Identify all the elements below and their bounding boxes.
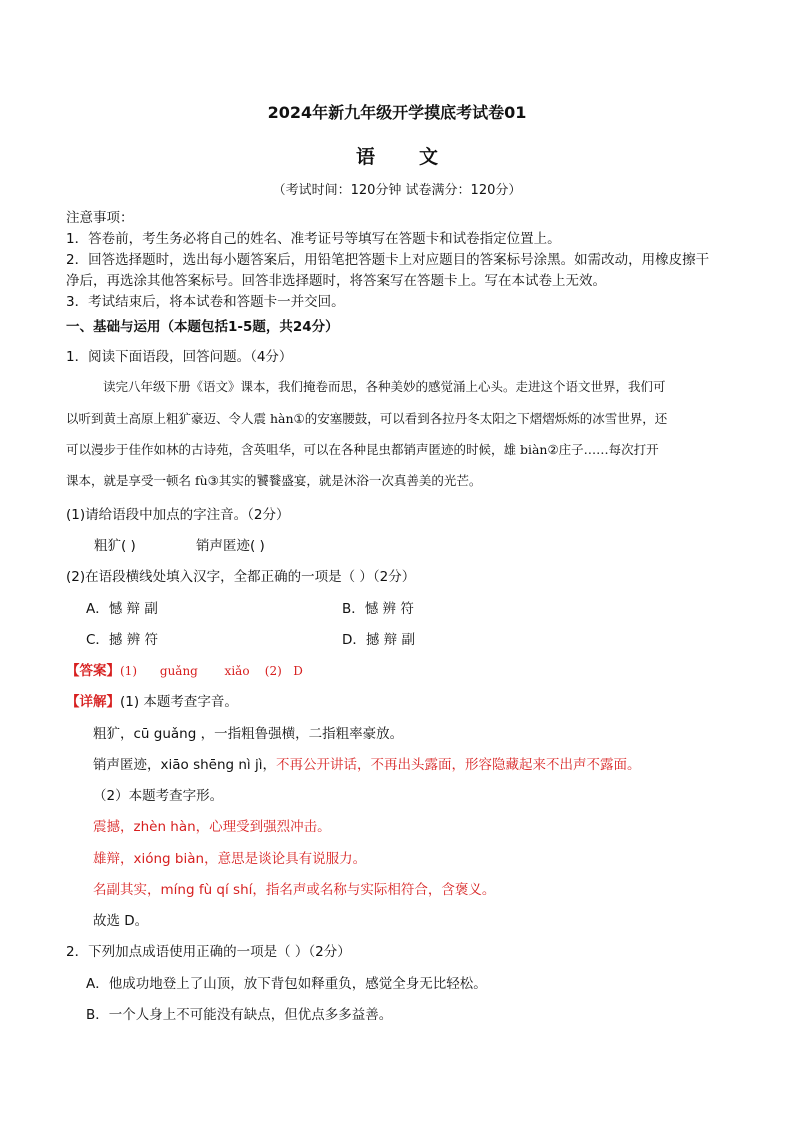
pinyin-blank: 销声匿迹( ) (196, 538, 265, 554)
sub-question-2: (2)在语段横线处填入汉字，全都正确的一项是（ ）（2分） (66, 569, 416, 585)
answer-text: (1) guǎng xiǎo (2) D (120, 664, 303, 678)
pinyin-blank: 粗犷( ) (94, 538, 136, 554)
notes-heading: 注意事项： (66, 210, 134, 226)
detail-text: （2）本题考查字形。 (93, 788, 224, 804)
answer-line (66, 659, 303, 679)
detail-line (66, 690, 238, 710)
passage-line: 课本，就是享受一顿名 fù③其实的饕餮盛宴，就是沐浴一次真善美的光芒。 (66, 473, 482, 488)
note-item: 3．考试结束后，将本试卷和答题卡一并交回。 (66, 294, 345, 310)
subject-heading (0, 142, 794, 169)
option-d: D．撼 辩 副 (342, 632, 415, 648)
detail-text: 粗犷，cū guǎng ，一指粗鲁强横，二指粗率豪放。 (93, 726, 404, 742)
question-1-stem: 1．阅读下面语段，回答问题。（4分） (66, 349, 293, 365)
note-item: 净后，再选涂其他答案标号。回答非选择题时，将答案写在答题卡上。写在本试卷上无效。 (66, 273, 606, 289)
detail-line (93, 753, 640, 773)
detail-text-red: 震撼，zhèn hàn，心理受到强烈冲击。 (93, 819, 331, 835)
detail-text: (1) 本题考查字音。 (120, 694, 238, 710)
detail-text-red: 名副其实，míng fù qí shí，指名声或名称与实际相符合，含褒义。 (93, 882, 496, 898)
option-a: A．憾 辩 副 (86, 601, 158, 617)
detail-text: 故选 D。 (93, 913, 149, 929)
q2-option-b: B．一个人身上不可能没有缺点，但优点多多益善。 (86, 1007, 393, 1023)
section-heading: 一、基础与运用（本题包括1-5题，共24分） (66, 319, 339, 335)
answer-tag: 【答案】 (66, 663, 120, 679)
option-b: B．憾 辨 符 (342, 601, 414, 617)
option-c: C．撼 辨 符 (86, 632, 159, 648)
detail-tag: 【详解】 (66, 694, 120, 710)
detail-text: 销声匿迹，xiāo shēng nì jì， (93, 757, 276, 773)
subject-char-1: 语 (355, 146, 375, 168)
sub-question-1: (1)请给语段中加点的字注音。（2分） (66, 507, 290, 523)
exam-info: （考试时间：120分钟 试卷满分：120分） (272, 183, 522, 198)
exam-title: 2024年新九年级开学摸底考试卷01 (267, 103, 527, 122)
subject-char-2: 文 (419, 146, 439, 168)
question-2-stem: 2．下列加点成语使用正确的一项是（ ）（2分） (66, 944, 351, 960)
passage-line: 可以漫步于佳作如林的古诗苑，含英咀华，可以在各种昆虫都销声匿迹的时候，雄 biàn②庄子……每次打开 (66, 442, 659, 457)
detail-text-red: 不再公开讲话，不再出头露面，形容隐藏起来不出声不露面。 (275, 757, 641, 773)
passage-line: 读完八年级下册《语文》课本，我们掩卷而思，各种美妙的感觉涌上心头。走进这个语文世界，我们可 (103, 379, 666, 394)
q2-option-a: A．他成功地登上了山顶，放下背包如释重负，感觉全身无比轻松。 (86, 976, 487, 992)
passage-line: 以听到黄土高原上粗犷豪迈、令人震 hàn①的安塞腰鼓，可以看到各拉丹冬太阳之下熠熠烁烁的冰雪世界，还 (66, 411, 668, 426)
note-item: 1．答卷前，考生务必将自己的姓名、准考证号等填写在答题卡和试卷指定位置上。 (66, 231, 561, 247)
detail-text-red: 雄辩，xióng biàn，意思是谈论具有说服力。 (93, 851, 367, 867)
note-item: 2．回答选择题时，选出每小题答案后，用铅笔把答题卡上对应题目的答案标号涂黑。如需改动，用橡皮擦干 (66, 252, 710, 268)
